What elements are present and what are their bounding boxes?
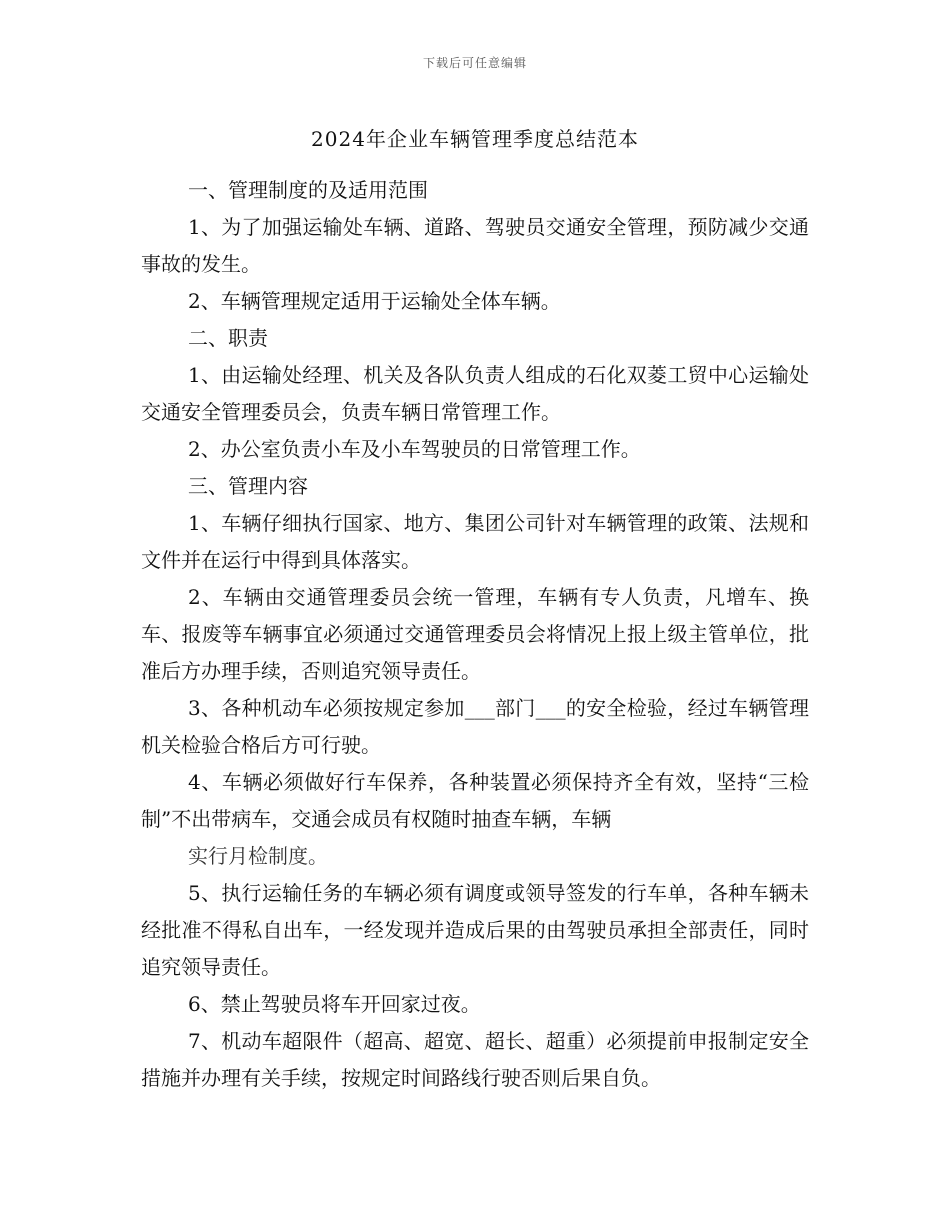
paragraph-content-6: 6、禁止驾驶员将车开回家过夜。 (188, 992, 481, 1016)
paragraph-duties-2: 2、办公室负责小车及小车驾驶员的日常管理工作。 (188, 437, 641, 461)
paragraph-content-1: 1、车辆仔细执行国家、地方、集团公司针对车辆管理的政策、法规和文件并在运行中得到具体落实。 (141, 511, 809, 572)
document-body (141, 122, 809, 1097)
paragraph-content-3: 3、各种机动车必须按规定参加___部门___的安全检验，经过车辆管理机关检验合格后方可行驶。 (141, 696, 809, 757)
paragraph-content-4: 4、车辆必须做好行车保养，各种装置必须保持齐全有效，坚持“三检制”不出带病车，交通会成员有权随时抽查车辆，车辆 (141, 770, 809, 831)
document-title: 2024年企业车辆管理季度总结范本 (311, 127, 639, 151)
section-heading-content: 三、管理内容 (188, 474, 308, 498)
paragraph-content-4-continued: 实行月检制度。 (188, 844, 328, 868)
paragraph-content-5: 5、执行运输任务的车辆必须有调度或领导签发的行车单，各种车辆未经批准不得私自出车，一经发现并造成后果的由驾驶员承担全部责任，同时追究领导责任。 (141, 881, 809, 979)
paragraph-content-7: 7、机动车超限件（超高、超宽、超长、超重）必须提前申报制定安全措施并办理有关手续，按规定时间路线行驶否则后果自负。 (141, 1029, 809, 1090)
paragraph-scope-2: 2、车辆管理规定适用于运输处全体车辆。 (188, 289, 561, 313)
paragraph-scope-1: 1、为了加强运输处车辆、道路、驾驶员交通安全管理，预防减少交通事故的发生。 (141, 215, 809, 276)
paragraph-duties-1: 1、由运输处经理、机关及各队负责人组成的石化双菱工贸中心运输处交通安全管理委员会，负责车辆日常管理工作。 (141, 363, 809, 424)
section-heading-duties: 二、职责 (188, 326, 268, 350)
header-note: 下载后可任意编辑 (422, 56, 527, 70)
paragraph-content-2: 2、车辆由交通管理委员会统一管理，车辆有专人负责，凡增车、换车、报废等车辆事宜必须通过交通管理委员会将情况上报上级主管单位，批准后方办理手续，否则追究领导责任。 (141, 585, 809, 683)
section-heading-scope: 一、管理制度的及适用范围 (188, 178, 428, 202)
